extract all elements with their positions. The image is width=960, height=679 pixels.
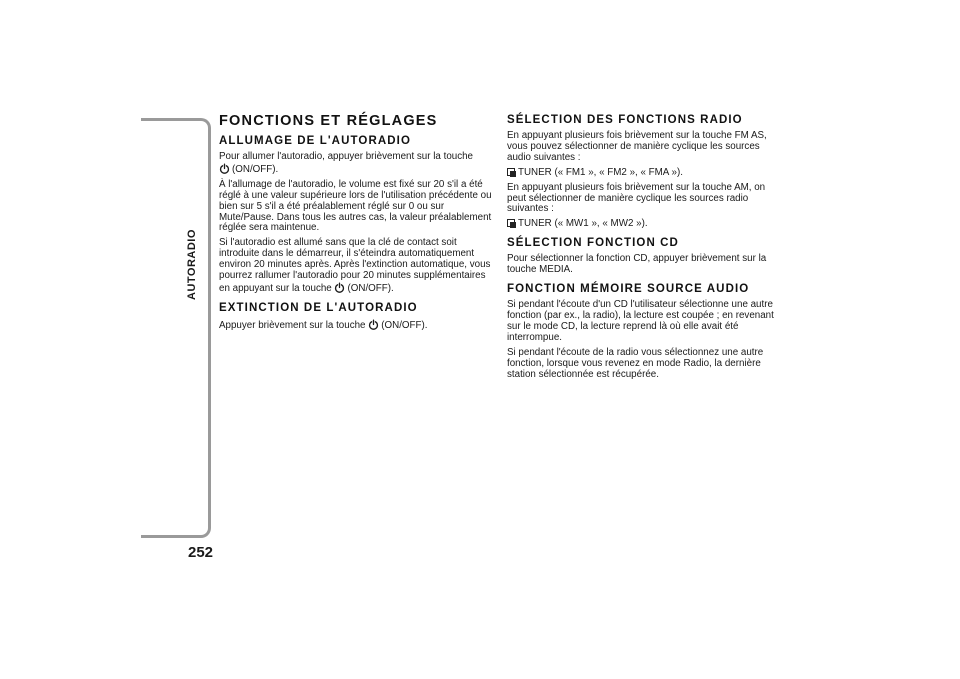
page-number: 252 bbox=[188, 544, 214, 561]
paragraph-radio-2: En appuyant plusieurs fois brièvement sur la touche AM, on peut sélectionner de manière cyclique les sources radio suivantes : bbox=[507, 181, 766, 215]
bullet-item-fm bbox=[507, 168, 777, 179]
page-title: FONCTIONS ET RÉGLAGES bbox=[219, 113, 438, 129]
paragraph-cd: Pour sélectionner la fonction CD, appuyer brièvement sur la touche MEDIA. bbox=[507, 253, 767, 276]
heading-extinction: EXTINCTION DE L'AUTORADIO bbox=[219, 301, 418, 314]
text-allumage-1-post: (ON/OFF). bbox=[232, 163, 279, 175]
section-side-label: AUTORADIO bbox=[186, 229, 198, 300]
paragraph-allumage-3 bbox=[219, 238, 497, 295]
power-icon bbox=[219, 163, 230, 174]
bullet-text-mw: TUNER (« MW1 », « MW2 »). bbox=[518, 218, 648, 230]
page-frame-border bbox=[141, 118, 211, 538]
left-column bbox=[219, 113, 497, 336]
heading-selection-cd: SÉLECTION FONCTION CD bbox=[507, 237, 679, 250]
checkbox-bullet-icon bbox=[507, 219, 515, 227]
text-allumage-1-pre: Pour allumer l'autoradio, appuyer brièvement sur la touche bbox=[219, 151, 474, 162]
paragraph-radio-1: En appuyant plusieurs fois brièvement sur la touche FM AS, vous pouvez sélectionner de manière cyclique les sources audio suivantes : bbox=[507, 130, 767, 163]
paragraph-memoire-1: Si pendant l'écoute d'un CD l'utilisateur sélectionne une autre fonction (par ex., la radio), la lecture est coupée ; en revenant sur le mode CD, la lecture reprend là où elle avait été interrompue. bbox=[507, 299, 774, 343]
text-extinction-post: (ON/OFF). bbox=[381, 319, 428, 331]
text-allumage-3-pre: Si l'autoradio est allumé sans que la clé de contact soit introduite dans le démarreur, il s'éteindra automatiquement environ 20 minutes après. Après l'extinction automatique, vous pourrez rallumer l'autoradio pour 20 minutes supplémentaires en appuyant sur la touche bbox=[219, 237, 491, 294]
text-allumage-3-post: (ON/OFF). bbox=[347, 282, 394, 294]
right-column bbox=[507, 113, 777, 384]
heading-allumage: ALLUMAGE DE L'AUTORADIO bbox=[219, 135, 412, 147]
power-icon bbox=[368, 319, 379, 330]
power-icon bbox=[334, 282, 345, 293]
paragraph-extinction bbox=[219, 319, 497, 332]
bullet-text-fm: TUNER (« FM1 », « FM2 », « FMA »). bbox=[518, 166, 683, 178]
paragraph-memoire-2: Si pendant l'écoute de la radio vous sélectionnez une autre fonction, lorsque vous revenez en mode Radio, la dernière station sélectionnée est récupérée. bbox=[507, 346, 764, 380]
text-extinction-pre: Appuyer brièvement sur la touche bbox=[219, 319, 366, 331]
checkbox-bullet-icon bbox=[507, 168, 515, 176]
paragraph-allumage-2: À l'allumage de l'autoradio, le volume est fixé sur 20 s'il a été réglé à une valeur supérieure lors de l'utilisation précédente ou bien sur 5 s'il a été préalablement réglé sur 0 ou sur Mute/Pause. Dans tous les autres cas, la valeur préalablement réglée sera maintenue. bbox=[219, 178, 492, 234]
heading-selection-radio: SÉLECTION DES FONCTIONS RADIO bbox=[507, 114, 743, 126]
heading-memoire-source: FONCTION MÉMOIRE SOURCE AUDIO bbox=[507, 283, 750, 296]
bullet-item-mw bbox=[507, 219, 777, 230]
paragraph-allumage-1 bbox=[219, 152, 497, 176]
